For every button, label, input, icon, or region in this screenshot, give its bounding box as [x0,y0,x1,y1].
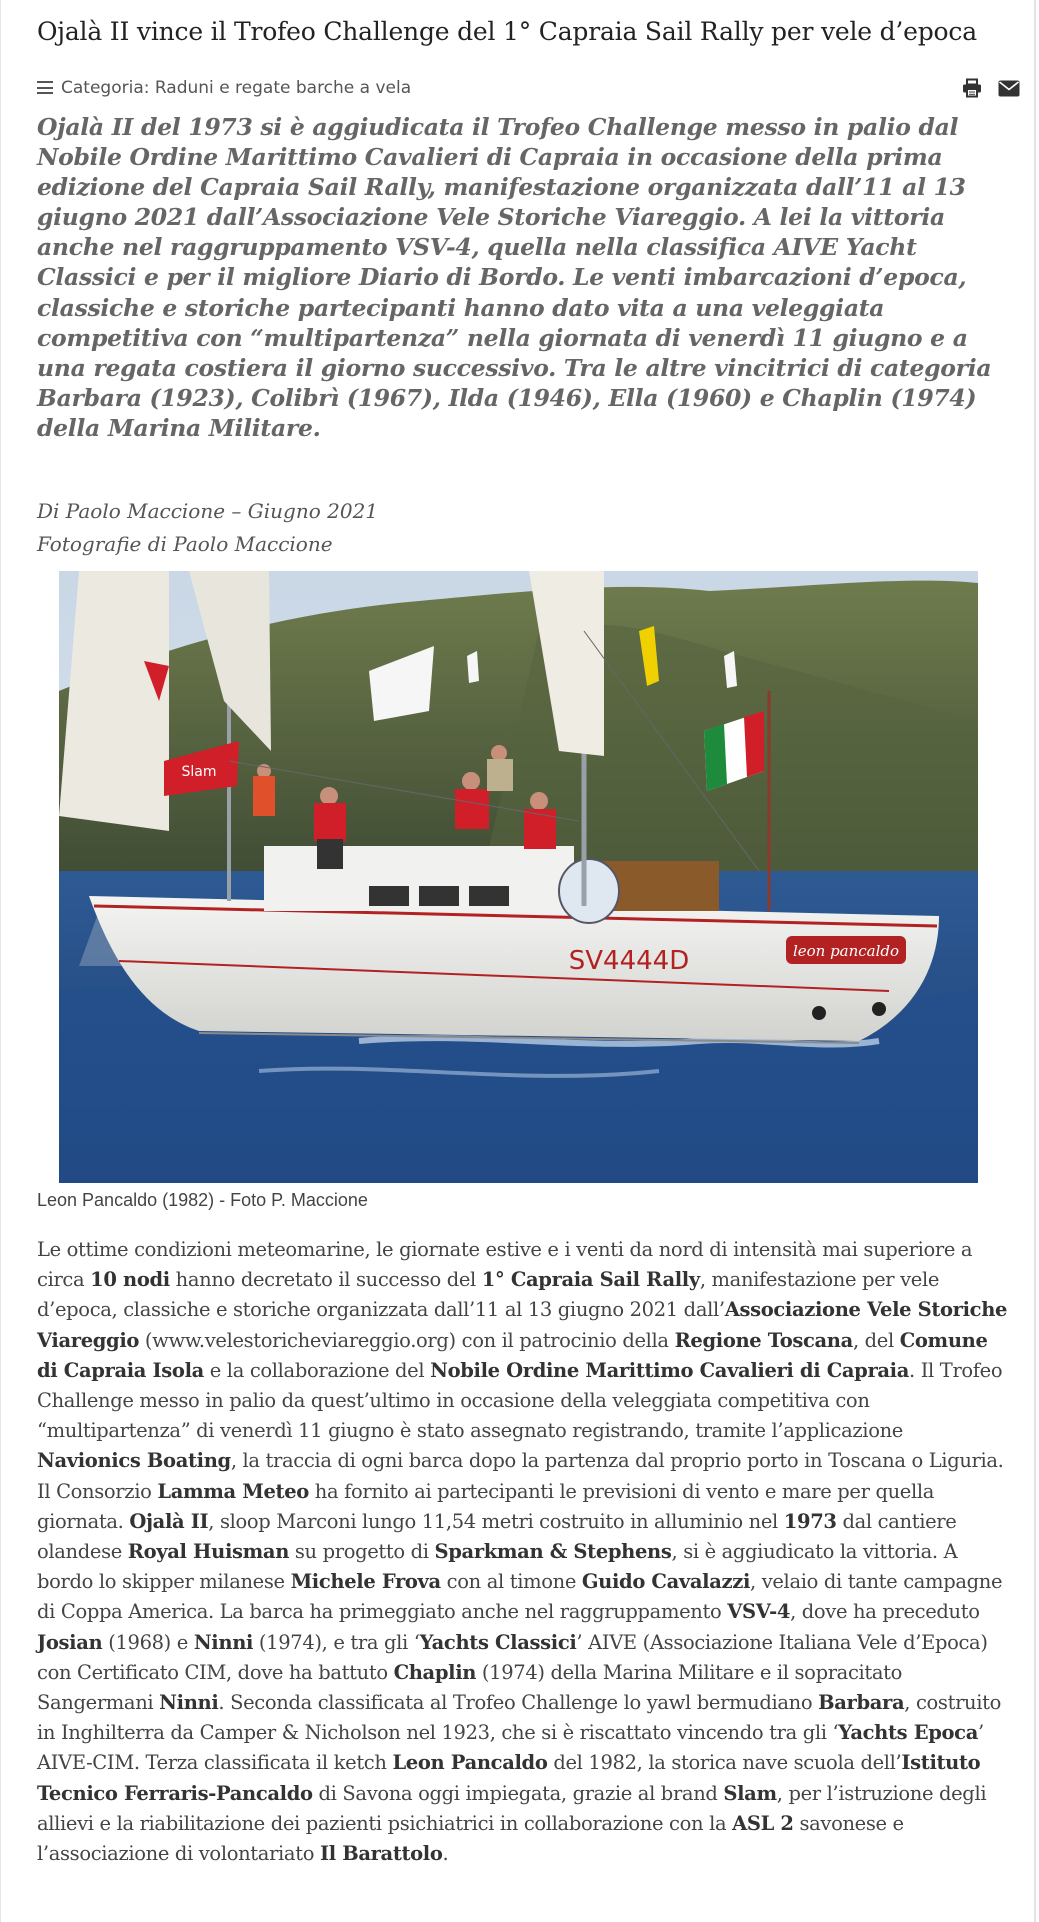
body-bold-segment: Regione Toscana [674,1328,853,1352]
article-title: Ojalà II vince il Trofeo Challenge del 1° Capraia Sail Rally per vele d’epoca [37,17,977,46]
print-icon[interactable] [962,78,982,98]
article-body [37,1235,1012,1869]
body-bold-segment: Lamma Meteo [157,1479,309,1503]
body-text-segment: savonese e l’associazione di volontariato [37,1811,904,1866]
body-text-segment: , per l’istruzione degli allievi e la riabilitazione dei pazienti psichiatrici in collaborazione con la [37,1781,987,1835]
body-bold-segment: Comune di Capraia Isola [37,1328,988,1382]
photo-credit-line: Fotografie di Paolo Maccione [37,532,333,556]
body-text-segment: (1968) e [102,1630,194,1654]
mail-icon[interactable] [998,80,1020,97]
body-text-segment: . Seconda classificata al Trofeo Challenge lo yawl bermudiano [218,1691,819,1715]
body-bold-segment: Barbara [818,1691,905,1715]
menu-icon [37,81,53,94]
body-text-segment: , si è aggiudicato la vittoria. A bordo lo skipper milanese [37,1540,958,1594]
body-bold-segment: VSV-4 [727,1600,791,1624]
article-meta [37,76,1022,100]
body-text-segment: del 1982, la storica nave scuola dell’ [547,1751,902,1775]
body-text-segment: , la traccia di ogni barca dopo la partenza dal proprio porto in Toscana o Liguria. Il Consorzio [37,1449,1004,1503]
body-bold-segment: Yachts Classici [419,1630,577,1654]
article-lead: Ojalà II del 1973 si è aggiudicata il Trofeo Challenge messo in palio dal Nobile Ordine Marittimo Cavalieri di Capraia in occasione della prima edizione del Capraia Sail Rally, manifestazione organizzata dall’11 al 13 giugno 2021 dall’Associazione Vele Storiche Viareggio. A lei la vittoria anche nel raggruppamento VSV-4, quella nella classifica AIVE Yacht Classici e per il migliore Diario di Bordo. Le venti imbarcazioni d’epoca, classiche e storiche partecipanti hanno dato vita a una veleggiata competitiva con “multipartenza” nella giornata di venerdì 11 giugno e a una regata costiera il giorno successivo. Tra le altre vincitrici di categoria Barbara (1923), Colibrì (1967), Ilda (1946), Ella (1960) e Chaplin (1974) della Marina Militare. [37,113,992,442]
photo-boat-name: leon pancaldo [792,942,900,960]
body-text-segment: (1974), e tra gli ‘ [253,1630,420,1654]
body-bold-segment: Slam [723,1781,777,1805]
body-text-segment: , del [852,1328,900,1352]
body-bold-segment: Chaplin [393,1660,477,1684]
body-text-segment: ha fornito ai partecipanti le previsioni di vento e mare per quella giornata. [37,1479,935,1533]
article-photo [59,571,978,1183]
body-text-segment: ’ AIVE-CIM. Terza classificata il ketch [37,1721,984,1775]
body-text-segment: dal cantiere olandese [37,1509,957,1564]
body-bold-segment: Yachts Epoca [838,1721,978,1745]
body-bold-segment: 1973 [783,1509,837,1533]
body-text-segment: (1974) della Marina Militare e il sopracitato Sangermani [37,1660,903,1715]
category-label[interactable]: Categoria: Raduni e regate barche a vela [61,78,412,98]
body-text-segment: hanno decretato il successo del [169,1268,482,1292]
body-bold-segment: Josian [37,1630,103,1654]
photo-sail-number: SV4444D [568,946,690,976]
photo-caption: Leon Pancaldo (1982) - Foto P. Maccione [37,1190,368,1210]
body-text-segment: . Il Trofeo Challenge messo in palio da quest’ultimo in occasione della veleggiata competitiva con “multipartenza” di venerdì 11 giugno è stato assegnato registrando, tramite l’applicazione [37,1358,1003,1443]
body-text-segment: , costruito in Inghilterra da Camper & Nicholson nel 1923, che si è riscattato vincendo tra gli ‘ [37,1691,1002,1745]
body-bold-segment: Leon Pancaldo [392,1751,548,1775]
sailboat-photo [59,571,978,1183]
body-bold-segment: Associazione Vele Storiche Viareggio [37,1298,1008,1352]
body-bold-segment: Ninni [193,1630,254,1654]
article-byline [37,495,937,561]
body-bold-segment: 10 nodi [90,1268,170,1292]
author-line: Di Paolo Maccione – Giugno 2021 [37,499,379,523]
body-bold-segment: Sparkman & Stephens [434,1540,672,1564]
body-text-segment: (www.velestoricheviareggio.org) con il patrocinio della [139,1328,675,1352]
body-text-segment: , sloop Marconi lungo 11,54 metri costruito in alluminio nel [208,1509,784,1533]
body-text-segment: . [442,1842,449,1866]
body-text-segment: e la collaborazione del [203,1358,431,1382]
body-text-segment: , dove ha preceduto [790,1600,980,1624]
body-bold-segment: Royal Huisman [127,1540,290,1564]
body-bold-segment: 1° Capraia Sail Rally [481,1268,700,1292]
body-bold-segment: Nobile Ordine Marittimo Cavalieri di Capraia [430,1358,909,1382]
body-text-segment: ’ AIVE (Associazione Italiana Vele d’Epoca) con Certificato CIM, dove ha battuto [37,1630,988,1684]
body-bold-segment: Il Barattolo [319,1842,443,1866]
body-bold-segment: Ninni [159,1691,219,1715]
photo-flag-text: Slam [181,764,217,780]
body-text-segment: Le ottime condizioni meteomarine, le giornate estive e i venti da nord di intensità mai superiore a circa [37,1238,973,1292]
body-text-segment: , velaio di tante campagne di Coppa America. La barca ha primeggiato anche nel raggruppamento [37,1570,1003,1624]
body-text-segment: , manifestazione per vele d’epoca, classiche e storiche organizzata dall’11 al 13 giugno 2021 dall’ [37,1268,940,1322]
body-bold-segment: Ojalà II [129,1509,209,1533]
body-bold-segment: Michele Frova [290,1570,441,1594]
body-bold-segment: Istituto Tecnico Ferraris-Pancaldo [37,1751,981,1805]
body-text-segment: su progetto di [289,1540,435,1564]
body-text-segment: con al timone [440,1570,582,1594]
body-text-segment: di Savona oggi impiegata, grazie al brand [312,1781,724,1805]
body-bold-segment: Navionics Boating [37,1449,231,1473]
body-bold-segment: Guido Cavalazzi [581,1570,750,1594]
body-bold-segment: ASL 2 [732,1811,794,1835]
